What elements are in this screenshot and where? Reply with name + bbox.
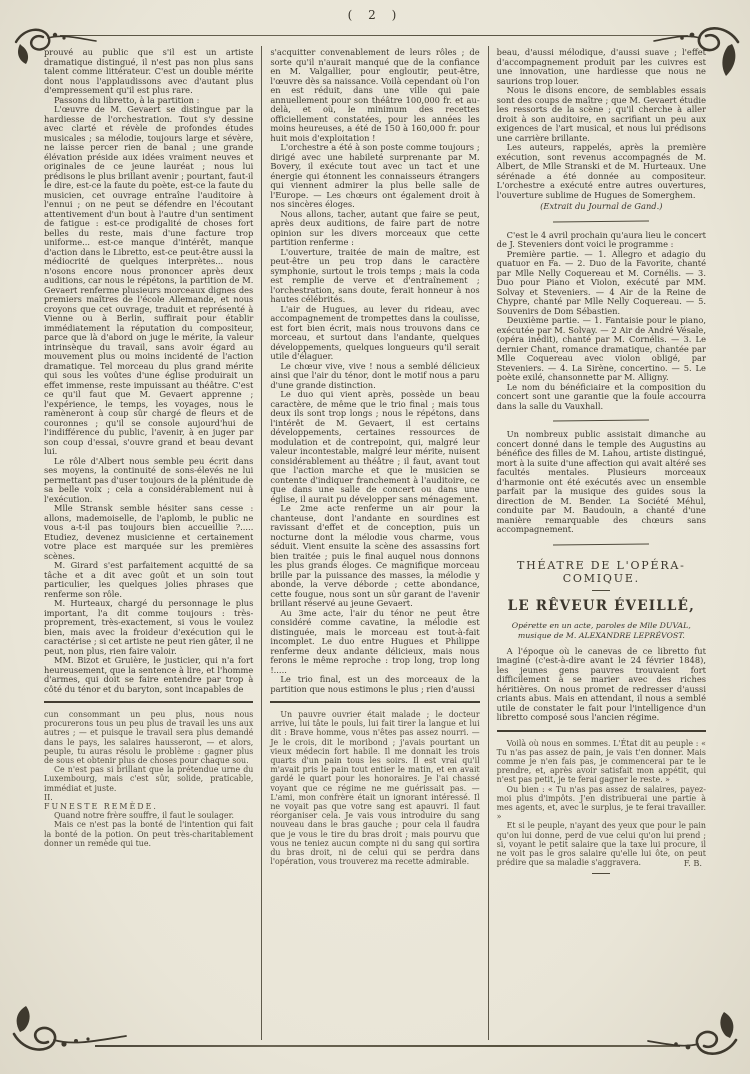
paragraph: L'orchestre a été à son poste comme toujours ; dirigé avec une habileté surprenante par M. Bovery, il exécute tout avec un tact et une énergie qui étonnent les connaisseurs étrangers qui viennent admirer la plus belle salle de l'Europe. — Les chœurs ont également droit à nos sincères éloges. bbox=[270, 142, 480, 209]
section-divider bbox=[553, 543, 649, 545]
paragraph: beau, d'aussi mélodique, d'aussi suave ; l'effet d'accompagnement produit par les cuivres est une innovation, une hardiesse que nous ne saurions trop louer. bbox=[496, 47, 706, 86]
top-rule bbox=[60, 35, 688, 36]
feuilleton-paragraph: Voilà où nous en sommes. L'État dit au peuple : « Tu n'as pas assez de pain, je vais t'en donner. Mais comme je n'en fais pas, je commencerai par te le prendre, et, après avoir satisfait mon appétit, qui n'est pas petit, je te ferai gagner le reste. » bbox=[496, 738, 706, 785]
column-1 bbox=[36, 46, 261, 1040]
author-signature: F. B. bbox=[683, 858, 702, 869]
bottom-rule bbox=[95, 1045, 680, 1047]
feuilleton-paragraph: Ce n'est pas si brillant que la prétendue urne du Luxembourg, mais c'est sûr, solide, praticable, immédiat et juste. bbox=[44, 765, 254, 793]
section-divider bbox=[553, 220, 649, 222]
review-column-2 bbox=[270, 48, 479, 694]
paragraph: C'est le 4 avril prochain qu'aura lieu le concert de J. Steveniers dont voici le programme : bbox=[496, 229, 706, 249]
paragraph: M. Girard s'est parfaitement acquitté de sa tâche et a dit avec goût et un soin tout particulier, les quelques jolies phrases que renferme son rôle. bbox=[44, 560, 254, 599]
concert-announcement bbox=[497, 231, 706, 412]
section-divider bbox=[553, 419, 649, 421]
feuilleton-paragraph: Un pauvre ouvrier était malade ; le docteur arrive, lui tâte le pouls, lui fait tirer la langue et lui dit : Brave homme, vous n'êtes pas assez nourri. — Je le crois, dit le moribond ; j'avais pourtant un vieux médecin fort habile. Il me donnait les trois quarts d'un pain tous les soirs. Il est vrai qu'il m'avait pris le pain tout entier le matin, et en avait gardé le quart pour les honoraires. Je l'ai chassé voyant que ce régime ne me guérissait pas. — L'ami, mon confrère était un ignorant intéressé. Il ne voyait pas que votre sang est apauvri. Il faut réorganiser cela. Je vais vous introduire du sang nouveau dans le bras gauche ; pour cela il faudra que je vous le tire du bras droit ; mais pourvu que vous ne teniez aucun compte ni du sang qui sortira du bras droit, ni de celui qui se perdra dans l'opération, vous trouverez ma recette admirable. bbox=[270, 710, 480, 867]
paragraph: Nous allons, tacher, autant que faire se peut, après deux auditions, de faire part de notre opinion sur les divers morceaux que cette partition renferme : bbox=[270, 208, 480, 247]
paragraph: Le nom du bénéficiaire et la composition du concert sont une garantie que la foule accourra dans la salle du Vauxhall. bbox=[496, 381, 706, 411]
paragraph: prouvé au public que s'il est un artiste dramatique distingué, il n'est pas non plus sans talent comme littérateur. C'est un double mérite dont nous l'applaudissons avec d'autant plus d'empressement qu'il est plus rare. bbox=[44, 47, 254, 95]
feuilleton-column-1 bbox=[44, 710, 253, 848]
paragraph: Passons du libretto, à la partition : bbox=[54, 94, 200, 105]
paragraph: Le chœur vive, vive ! nous a semblé délicieux ainsi que l'air du ténor, dont le motif nous a paru d'une grande distinction. bbox=[270, 360, 480, 390]
opera-comique-section bbox=[497, 559, 706, 723]
paragraph: Les auteurs, rappelés, après la première exécution, sont revenus accompagnés de M. Albert, de Mlle Stranski et de M. Hurteaux. Une sérénade a été donnée au compositeur. L'orchestre a exécuté entre autres ouvertures, l'ouverture sublime de Hugues de Somerghem. bbox=[496, 142, 706, 200]
paragraph: s'acquitter convenablement de leurs rôles ; de sorte qu'il n'aurait manqué que de la confiance en M. Valgallier, pour engloutir, peut-être, l'œuvre dès sa naissance. Voilà cependant où l'on en est réduit, dans une ville qui paie annuellement pour son théâtre 100,000 fr. et au-delà, et où, le minimum des recettes officiellement constatées, pour les années les moins heureuses, a été de 150 à 160,000 fr. pour huit mois d'exploitation ! bbox=[270, 47, 480, 143]
paragraph: L'ouverture, traitée de main de maître, est peut-être un peu trop dans le caractère symphonie, surtout le trois temps ; mais la coda est remplie de verve et d'entraînement ; l'orchestration, sans doute, ferait honneur à nos hautes célébrités. bbox=[270, 246, 480, 304]
augustins-announcement bbox=[497, 430, 706, 535]
paragraph: Mlle Stransk semble hésiter sans cesse : allons, mademoiselle, de l'aplomb, le public ne vous a-t-il pas toujours bien accueillie ?..... Etudiez, devenez musicienne et certainement votre place est marquée sur les premières scènes. bbox=[44, 503, 254, 561]
review-column-1 bbox=[44, 48, 253, 694]
feuilleton-section-number: II. bbox=[44, 792, 53, 802]
theatre-section-heading: THÉATRE DE L'OPÉRA-COMIQUE. bbox=[516, 558, 686, 585]
paragraph: Première partie. — 1. Allegro et adagio du quatuor en Fa. — 2. Duo de la Favorite, chanté par Mlle Nelly Coquereau et M. Cornélis. — 3. Duo pour Piano et Violon, exécuté par MM. Solvay et Steveniers. — 4 Air de la Reine de Chypre, chanté par Mlle Nelly Coquereau. — 5. Souvenirs de Dom Sébastien. bbox=[496, 248, 706, 316]
feuilleton-column-3 bbox=[497, 739, 706, 875]
paragraph: Le duo qui vient après, possède un beau caractère, de même que le trio final ; mais tous deux ils sont trop longs ; nous le répétons, dans l'intérêt de M. Gevaert, il est certains développements, certaines ressources de modulation et de contrepoint, qui, malgré leur valeur incontestable, malgré leur mérite, nuisent considérablement au théâtre ; il faut, avant tout que l'action marche et que le musicien se contente d'indiquer franchement à l'auditoire, ce que dans une salle de concert ou dans une église, il aurait pu développer sans ménagement. bbox=[270, 389, 480, 504]
column-2 bbox=[261, 46, 487, 1040]
operetta-title: LE RÊVEUR ÉVEILLÉ, bbox=[507, 597, 696, 614]
column-3 bbox=[488, 46, 714, 1040]
feuilleton-paragraph: Et si le peuple, n'ayant des yeux que pour le pain qu'on lui donne, perd de vue celui qu'on lui prend ; si, voyant le petit salaire que la taxe lui procure, il ne voit pas le gros salaire qu'elle lui ôte, on peut prédire que sa maladie s'aggravera. bbox=[496, 821, 706, 868]
paragraph: Le rôle d'Albert nous semble peu écrit dans ses moyens, la continuité de sons-élevés ne lui permettant pas d'user toujours de la plénitude de sa belle voix ; cela a considérablement nui à l'exécution. bbox=[44, 455, 254, 504]
paragraph: Un nombreux public assistait dimanche au concert donné dans le temple des Augustins au bénéfice des filles de M. Lahou, artiste distingué, mort à la suite d'une affection qui avait altéré ses facultés mentales. Plusieurs morceaux d'harmonie ont été exécutés avec un ensemble parfait par la musique des guides sous la direction de M. Bender. La Société Méhul, conduite par M. Baudouin, a chanté d'une manière remarquable des chœurs sans accompagnement. bbox=[496, 429, 706, 534]
feuilleton-paragraph: Ou bien : « Tu n'as pas assez de salaires, payez-moi plus d'impôts. J'en distribuerai une partie à mes agents, et, avec le surplus, je te ferai travailler. » bbox=[496, 784, 706, 822]
end-dash bbox=[592, 873, 610, 874]
paragraph: L'œuvre de M. Gevaert se distingue par la hardiesse de l'orchestration. Tout s'y dessine avec clarté et révèle de profondes études musicales ; sa mélodie, toujours large et sévère, ne laisse percer rien de banal ; une grande élévation préside aux idées vraiment neuves et originales de ce jeune lauréat ; nous lui prédisons le plus brillant avenir ; pourtant, faut-il le dire, est-ce la faute du poète, est-ce la faute du musicien, cet ouvrage entraîne l'auditoire à l'ennui ; on ne peut se défendre en l'écoutant attentivement d'un bout à l'autre d'un sentiment de fatigue : est-ce prodigalité de choses fort belles du reste, mais d'une facture trop uniforme... est-ce manque d'intérêt, manque d'action dans le Libretto, est-ce peut-être aussi la médiocrité de quelques interprètes... nous n'osons encore nous prononcer après deux auditions, car nous le répétons, la partition de M. Gevaert renferme plusieurs morceaux dignes des premiers maîtres de l'école Allemande, et nous croyons que cet ouvrage, traduit et représenté à Vienne ou à Berlin, suffirait pour établir immédiatement la réputation du compositeur, parce que là d'abord on juge le mérite, la valeur intrinsèque du travail, sans avoir égard au mouvement plus ou moins incidenté de l'action dramatique. Tel morceau du plus grand mérite qui sous les voûtes d'une église produirait un effet immense, reste impuissant au théâtre. C'est ce qu'il faut que M. Gevaert apprenne ; l'expérience, le temps, les voyages, nous le ramèneront à coup sûr chargé de fleurs et de couronnes ; qu'il se console aujourd'hui de l'indifférence du public, l'avenir, à en juger par son coup d'essai, s'ouvre grand et beau devant lui. bbox=[44, 104, 254, 456]
paragraph: L'air de Hugues, au lever du rideau, avec accompagnement de trompettes dans la coulisse, est fort bien écrit, mais nous trouvons dans ce morceau, et surtout dans l'andante, quelques développements, quelques longueurs qu'il serait utile d'élaguer. bbox=[270, 303, 480, 361]
operetta-subtitle-line: musique de M. ALEXANDRE LEPRÉVOST. bbox=[517, 630, 685, 640]
feuilleton-divider bbox=[497, 730, 706, 732]
paragraph: A l'époque où le canevas de ce libretto fut imaginé (c'est-à-dire avant le 24 février 1848), les jeunes gens pauvres trouvaient fort difficilement à se marier avec des riches héritières. On nous promet de redresser d'aussi criants abus. Mais en attendant, il nous a semblé utile de constater le fait pour l'intelligence d'un libretto composé sous l'ancien régime. bbox=[496, 645, 706, 722]
feuilleton-column-2 bbox=[270, 710, 479, 866]
paragraph: MM. Bizot et Gruière, le justicier, qui n'a fort heureusement, que la sentence à lire, et l'homme d'armes, qui doit se faire entendre par trop à côté du ténor et du baryton, sont incapables de bbox=[44, 655, 254, 694]
paragraph: Au 3me acte, l'air du ténor ne peut être considéré comme cavatine, la mélodie est distinguée, mais le morceau est tout-à-fait incomplet. Le duo entre Hugues et Philippe renferme deux andante délicieux, mais nous ferons le même reproche : trop long, trop long !..... bbox=[270, 607, 480, 675]
review-column-3 bbox=[497, 48, 706, 212]
feuilleton-paragraph: cun consommant un peu plus, nous nous procurerons tous un peu plus de travail les uns aux autres ; — et puisque le travail sera plus demandé dans le pays, les salaires hausseront, — et alors, peuple, tu auras résolu le problème : gagner plus de sous et obtenir plus de choses pour chaque sou. bbox=[44, 710, 254, 766]
heading-dash bbox=[592, 590, 610, 591]
feuilleton-section-title: FUNESTE REMÈDE. bbox=[44, 802, 158, 812]
feuilleton-divider bbox=[44, 701, 253, 703]
paragraph: Deuxième partie. — 1. Fantaisie pour le piano, exécutée par M. Solvay. — 2 Air de André Vésale, (opéra inédit), chanté par M. Cornélis. — 3. Le dernier Chant, romance dramatique, chantée par Mlle Coquereau avec violon obligé, par Steveniers. — 4. La Sirène, concertino. — 5. Le poète exilé, chansonnette par M. Alligny. bbox=[496, 315, 706, 382]
feuilleton-divider bbox=[270, 701, 479, 703]
paragraph: M. Hurteaux, chargé du personnage le plus important, l'a dit comme toujours : très-proprement, très-exactement, si vous le voulez bien, mais avec la froideur d'exécution qui le caractérise ; si cet artiste ne peut rien gâter, il ne peut, non plus, rien faire valoir. bbox=[44, 598, 254, 656]
paragraph: Le trio final, est un des morceaux de la partition que nous estimons le plus ; rien d'aussi bbox=[270, 674, 480, 694]
feuilleton-paragraph: Quand notre frère souffre, il faut le soulager. bbox=[54, 811, 234, 821]
paragraph: Nous le disons encore, de semblables essais sont des coups de maître ; que M. Gevaert étudie les ressorts de la scène ; qu'il cherche à aller droit à son auditoire, en sacrifiant un peu aux exigences de l'art musical, et nous lui prédisons une carrière brillante. bbox=[496, 85, 706, 143]
operetta-subtitle-line: Opérette en un acte, paroles de Mlle DUVAL, bbox=[511, 620, 691, 630]
page-number: ( 2 ) bbox=[347, 8, 403, 22]
feuilleton-paragraph: Mais ce n'est pas la bonté de l'intention qui fait la bonté de la potion. On peut très-charitablement donner un remède qui tue. bbox=[44, 820, 254, 848]
article-credit: (Extrait du Journal de Gand.) bbox=[540, 201, 663, 211]
page-columns bbox=[36, 46, 714, 1040]
paragraph: Le 2me acte renferme un air pour la chanteuse, dont l'andante en sourdines est ravissant d'effet et de conception, puis un nocturne dont la mélodie vous charme, vous séduit. Vient ensuite la scène des assassins fort bien traitée ; puis le final auquel nous donnons les plus grands éloges. Ce magnifique morceau brille par la puissance des masses, la mélodie y abonde, la verve déborde ; cette abondance, cette fougue, nous sont un sûr garant de l'avenir brillant réservé au jeune Gevaert. bbox=[270, 503, 480, 608]
